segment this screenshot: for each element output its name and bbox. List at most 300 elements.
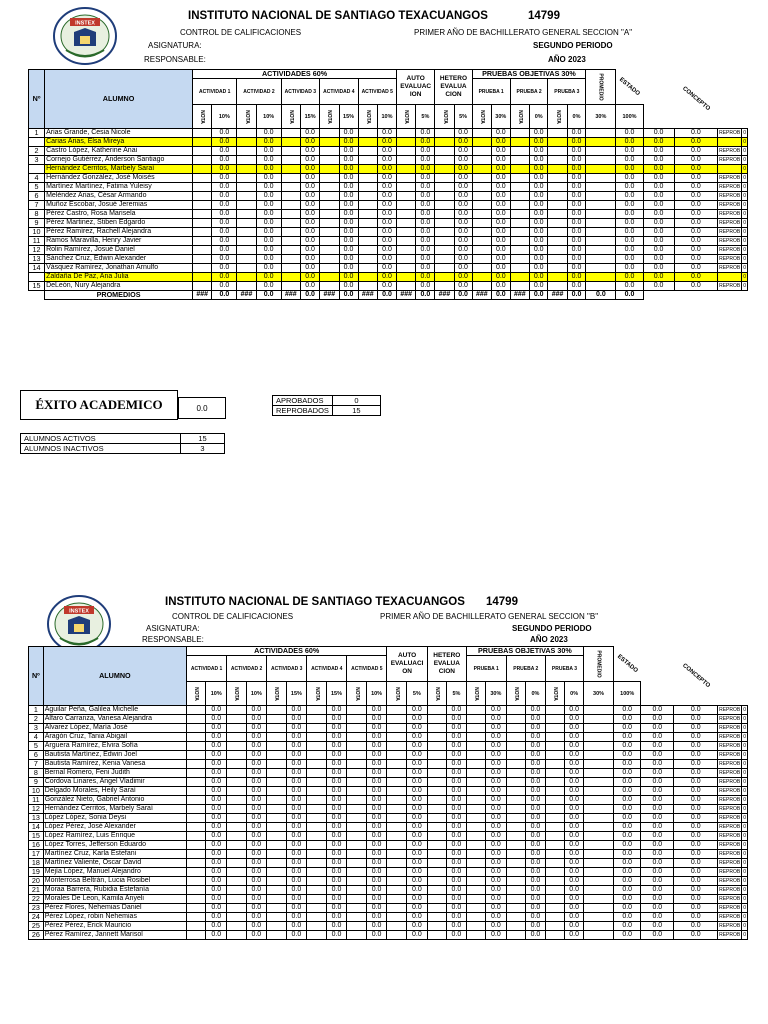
student-counts xyxy=(20,433,225,454)
grade-value: 0.0 xyxy=(416,273,435,282)
grade-value: 0.0 xyxy=(616,255,643,264)
grade-note xyxy=(586,156,616,165)
col-act2: ACTIVIDAD 2 xyxy=(227,656,267,682)
estado-value: REPROB xyxy=(719,707,741,713)
grade-note xyxy=(583,895,613,904)
grade-value: 0.0 xyxy=(301,147,320,156)
estado-value: REPROB xyxy=(719,887,741,893)
grade-value: 0.0 xyxy=(406,769,427,778)
grade-value: 0.0 xyxy=(406,850,427,859)
promedio-cell: ### xyxy=(237,291,256,300)
grade-value: 0.0 xyxy=(286,814,307,823)
grade-value: 0.0 xyxy=(525,715,545,724)
estado-value: REPROB xyxy=(719,824,741,830)
grade-value: 0.0 xyxy=(614,724,641,733)
grade-value: 0.0 xyxy=(326,724,347,733)
concepto-value: 0 xyxy=(743,211,746,217)
grade-note xyxy=(281,210,300,219)
estado-value: REPROB xyxy=(719,815,741,821)
grade-value: 0.0 xyxy=(416,138,435,147)
subject-label: ASIGNATURA: xyxy=(148,41,202,50)
grade-note xyxy=(237,201,256,210)
grade-value: 0.0 xyxy=(491,156,510,165)
student-name: Aragón Cruz, Tania Abigail xyxy=(43,733,186,742)
grade-note xyxy=(387,796,407,805)
grade-value: 0.0 xyxy=(567,219,585,228)
grade-note xyxy=(307,769,326,778)
grade-value: 0.0 xyxy=(378,255,397,264)
grade-value: 0.0 xyxy=(491,255,510,264)
table-row xyxy=(29,895,748,904)
grade-note xyxy=(267,724,286,733)
grade-note xyxy=(267,760,286,769)
row-number: 18 xyxy=(29,859,44,868)
grade-value: 0.0 xyxy=(565,787,584,796)
period-label: SEGUNDO PERIODO xyxy=(512,624,592,633)
grade-note xyxy=(281,156,300,165)
grade-value: 0.0 xyxy=(286,715,307,724)
grade-value: 0.0 xyxy=(567,246,585,255)
grade-value: 0.0 xyxy=(378,183,397,192)
grade-note xyxy=(307,706,326,715)
estado-value: REPROB xyxy=(719,175,741,181)
grade-note xyxy=(267,742,286,751)
grade-note xyxy=(307,859,326,868)
grade-value: 0.0 xyxy=(378,174,397,183)
grade-note xyxy=(427,904,446,913)
grade-note xyxy=(187,733,206,742)
inactivos-label: ALUMNOS INACTIVOS xyxy=(21,444,181,454)
grade-note xyxy=(320,138,339,147)
grade-note xyxy=(307,886,326,895)
table-row xyxy=(29,922,748,931)
promedio-value: 0.0 xyxy=(674,201,717,210)
grade-section: PRIMER AÑO DE BACHILLERATO GENERAL SECCION "A" xyxy=(414,28,633,37)
grade-note xyxy=(267,877,286,886)
estado-value xyxy=(718,165,742,174)
grade-value: 0.0 xyxy=(567,255,585,264)
weighted-value: 0.0 xyxy=(643,228,674,237)
grade-value: 0.0 xyxy=(406,715,427,724)
grade-note xyxy=(227,796,246,805)
grade-note xyxy=(187,742,206,751)
grade-note xyxy=(387,715,407,724)
promedio-cell: ### xyxy=(281,291,300,300)
concepto-value: 0 xyxy=(743,229,746,235)
grade-note xyxy=(267,769,286,778)
weighted-value: 0.0 xyxy=(643,183,674,192)
grade-note xyxy=(427,868,446,877)
grade-value: 0.0 xyxy=(406,832,427,841)
grade-value: 0.0 xyxy=(525,706,545,715)
table-row xyxy=(29,228,748,237)
grade-note xyxy=(347,877,366,886)
year-label: AÑO 2023 xyxy=(548,55,586,64)
grade-note xyxy=(506,868,525,877)
grade-value: 0.0 xyxy=(366,922,387,931)
grade-note xyxy=(281,201,300,210)
table-row xyxy=(29,841,748,850)
grade-value: 0.0 xyxy=(447,769,467,778)
grade-value: 0.0 xyxy=(454,264,472,273)
grade-note xyxy=(267,823,286,832)
grade-note xyxy=(187,877,206,886)
grade-note xyxy=(583,706,613,715)
grade-value: 0.0 xyxy=(326,814,347,823)
grade-value: 0.0 xyxy=(454,273,472,282)
weighted-value: 0.0 xyxy=(641,859,674,868)
grade-note xyxy=(193,192,212,201)
grade-value: 0.0 xyxy=(614,751,641,760)
weighted-value: 0.0 xyxy=(643,129,674,138)
grade-value: 0.0 xyxy=(614,814,641,823)
grade-note xyxy=(358,273,377,282)
concepto-value: 0 xyxy=(743,184,746,190)
grade-note xyxy=(548,165,567,174)
student-name: Cornejo Gutiérrez, Anderson Santiago xyxy=(45,156,193,165)
weighted-value: 0.0 xyxy=(641,922,674,931)
table-row xyxy=(29,174,748,183)
grade-value: 0.0 xyxy=(246,886,267,895)
grade-note xyxy=(227,805,246,814)
grade-value: 0.0 xyxy=(529,273,547,282)
grade-note xyxy=(281,129,300,138)
grade-note xyxy=(237,147,256,156)
student-name: Zaldaña De Paz, Ana Julia xyxy=(45,273,193,282)
grade-note xyxy=(472,174,491,183)
grade-note xyxy=(466,742,485,751)
grade-note xyxy=(546,877,565,886)
grade-value: 0.0 xyxy=(447,796,467,805)
grade-value: 0.0 xyxy=(326,868,347,877)
table-row xyxy=(29,219,748,228)
table-row xyxy=(29,931,748,940)
col-promedio: PROMEDIO xyxy=(586,70,616,105)
grade-value: 0.0 xyxy=(301,192,320,201)
grade-note xyxy=(546,814,565,823)
grade-note xyxy=(237,282,256,291)
grade-value: 0.0 xyxy=(416,165,435,174)
grade-value: 0.0 xyxy=(614,805,641,814)
promedio-value: 0.0 xyxy=(674,174,717,183)
weighted-value: 0.0 xyxy=(641,850,674,859)
grade-note xyxy=(237,210,256,219)
grade-value: 0.0 xyxy=(301,174,320,183)
table-row xyxy=(29,210,748,219)
table-row xyxy=(29,255,748,264)
grade-note xyxy=(187,850,206,859)
grade-value: 0.0 xyxy=(525,805,545,814)
promedio-value: 0.0 xyxy=(674,751,718,760)
concepto-value: 0 xyxy=(743,770,746,776)
row-number: 3 xyxy=(29,724,44,733)
grade-note xyxy=(586,246,616,255)
grade-value: 0.0 xyxy=(212,201,237,210)
grade-value: 0.0 xyxy=(486,850,506,859)
grade-value: 0.0 xyxy=(301,273,320,282)
promedio-value: 0.0 xyxy=(674,868,718,877)
grade-value: 0.0 xyxy=(301,255,320,264)
row-number xyxy=(29,165,45,174)
grade-value: 0.0 xyxy=(447,814,467,823)
concepto-value: 0 xyxy=(743,734,746,740)
grade-note xyxy=(506,787,525,796)
grade-value: 0.0 xyxy=(256,246,281,255)
grade-note xyxy=(506,751,525,760)
grade-note xyxy=(320,183,339,192)
grade-note xyxy=(427,796,446,805)
grade-value: 0.0 xyxy=(406,796,427,805)
weighted-value: 0.0 xyxy=(641,751,674,760)
grade-value: 0.0 xyxy=(454,192,472,201)
grade-value: 0.0 xyxy=(447,787,467,796)
grade-note xyxy=(387,913,407,922)
concepto-value: 0 xyxy=(743,878,746,884)
promedio-cell: 0.0 xyxy=(616,291,643,300)
grade-note xyxy=(427,814,446,823)
grade-note xyxy=(583,904,613,913)
grade-note xyxy=(583,715,613,724)
grade-value: 0.0 xyxy=(326,913,347,922)
promedio-value: 0.0 xyxy=(674,147,717,156)
grade-note xyxy=(347,769,366,778)
promedio-cell: 0.0 xyxy=(378,291,397,300)
grade-value: 0.0 xyxy=(447,850,467,859)
grade-value: 0.0 xyxy=(616,201,643,210)
grade-note xyxy=(583,742,613,751)
grade-note xyxy=(320,147,339,156)
grade-note xyxy=(466,733,485,742)
grade-note xyxy=(227,886,246,895)
weighted-value: 0.0 xyxy=(643,273,674,282)
col-auto: AUTO EVALUAC ION xyxy=(397,70,435,105)
grade-note xyxy=(187,859,206,868)
grade-value: 0.0 xyxy=(406,733,427,742)
grade-note xyxy=(435,183,454,192)
grade-note xyxy=(307,913,326,922)
grade-note xyxy=(193,255,212,264)
grade-note xyxy=(427,850,446,859)
weighted-value: 0.0 xyxy=(641,886,674,895)
grade-value: 0.0 xyxy=(286,877,307,886)
estado-value: REPROB xyxy=(719,202,741,208)
grade-value: 0.0 xyxy=(565,922,584,931)
grade-value: 0.0 xyxy=(616,210,643,219)
promedio-value: 0.0 xyxy=(674,814,718,823)
grade-note xyxy=(320,282,339,291)
grade-value: 0.0 xyxy=(301,237,320,246)
promedio-value: 0.0 xyxy=(674,859,718,868)
table-row xyxy=(29,913,748,922)
grade-note xyxy=(510,282,529,291)
grade-note xyxy=(472,264,491,273)
col-concepto: CONCEPTO xyxy=(674,70,717,129)
weighted-value: 0.0 xyxy=(643,201,674,210)
grade-note xyxy=(427,886,446,895)
grade-note xyxy=(548,129,567,138)
grade-value: 0.0 xyxy=(616,237,643,246)
grade-value: 0.0 xyxy=(366,742,387,751)
grade-value: 0.0 xyxy=(567,156,585,165)
grade-note xyxy=(427,841,446,850)
grade-note xyxy=(466,859,485,868)
estado-value: REPROB xyxy=(719,743,741,749)
grade-value: 0.0 xyxy=(416,282,435,291)
concepto-value: 0 xyxy=(743,896,746,902)
row-number: 26 xyxy=(29,931,44,940)
grade-note xyxy=(466,913,485,922)
grade-note xyxy=(427,859,446,868)
table-row xyxy=(29,715,748,724)
grade-value: 0.0 xyxy=(614,922,641,931)
grade-value: 0.0 xyxy=(206,805,227,814)
grade-note xyxy=(347,724,366,733)
grade-note xyxy=(466,877,485,886)
grade-note xyxy=(466,706,485,715)
grade-value: 0.0 xyxy=(491,192,510,201)
grade-value: 0.0 xyxy=(529,228,547,237)
grade-value: 0.0 xyxy=(447,706,467,715)
concepto-value: 0 xyxy=(743,887,746,893)
grade-note xyxy=(466,814,485,823)
row-number: 10 xyxy=(29,228,45,237)
grade-note xyxy=(193,129,212,138)
estado-value: REPROB xyxy=(719,716,741,722)
estado-value xyxy=(718,138,742,147)
col-p3: PRUEBA 3 xyxy=(546,656,584,682)
row-number: 23 xyxy=(29,904,44,913)
grade-note xyxy=(237,219,256,228)
grade-note xyxy=(435,129,454,138)
grade-value: 0.0 xyxy=(366,769,387,778)
concepto-value: 0 xyxy=(743,265,746,271)
grade-value: 0.0 xyxy=(565,742,584,751)
grade-note xyxy=(510,156,529,165)
grade-value: 0.0 xyxy=(525,742,545,751)
grade-value: 0.0 xyxy=(486,706,506,715)
grade-value: 0.0 xyxy=(486,904,506,913)
grade-note xyxy=(546,850,565,859)
grade-value: 0.0 xyxy=(565,931,584,940)
student-name: Bautista Ramírez, Kenia Vanesa xyxy=(43,760,186,769)
grade-note xyxy=(548,192,567,201)
table-row xyxy=(29,877,748,886)
grade-note xyxy=(227,850,246,859)
promedio-cell: 0.0 xyxy=(567,291,585,300)
grade-value: 0.0 xyxy=(206,859,227,868)
weight-row: NOTA 10% NOTA 10% NOTA 15% NOTA 15% NOTA 10% NOTA 5% NOTA 5% NOTA 30% NOTA 0% NOTA 0% 30% 100% xyxy=(29,105,748,129)
grade-note xyxy=(227,895,246,904)
table-row xyxy=(29,724,748,733)
grade-value: 0.0 xyxy=(366,760,387,769)
estado-value: REPROB xyxy=(719,779,741,785)
grade-note xyxy=(227,814,246,823)
grade-note xyxy=(320,237,339,246)
table-row xyxy=(29,264,748,273)
grade-value: 0.0 xyxy=(525,913,545,922)
grade-value: 0.0 xyxy=(212,183,237,192)
grade-note xyxy=(586,219,616,228)
grade-value: 0.0 xyxy=(416,174,435,183)
weighted-value: 0.0 xyxy=(641,823,674,832)
grade-value: 0.0 xyxy=(454,237,472,246)
promedio-value: 0.0 xyxy=(674,273,717,282)
estado-value: REPROB xyxy=(719,283,741,289)
weighted-value: 0.0 xyxy=(641,841,674,850)
concepto-value: 0 xyxy=(743,860,746,866)
promedio-value: 0.0 xyxy=(674,228,717,237)
grade-value: 0.0 xyxy=(339,201,358,210)
promedios-row xyxy=(29,291,748,300)
concepto-value: 0 xyxy=(743,707,746,713)
concepto-value: 0 xyxy=(743,743,746,749)
grade-value: 0.0 xyxy=(256,264,281,273)
grade-value: 0.0 xyxy=(454,282,472,291)
student-name: Pérez López, robin Nehemias xyxy=(43,913,186,922)
grade-note xyxy=(472,228,491,237)
grade-note xyxy=(387,814,407,823)
grade-value: 0.0 xyxy=(616,228,643,237)
grade-value: 0.0 xyxy=(565,895,584,904)
grade-value: 0.0 xyxy=(616,129,643,138)
grade-note xyxy=(237,129,256,138)
grade-value: 0.0 xyxy=(529,237,547,246)
grade-note xyxy=(472,282,491,291)
table-row xyxy=(29,814,748,823)
grade-note xyxy=(187,841,206,850)
grade-value: 0.0 xyxy=(246,796,267,805)
grade-note xyxy=(387,832,407,841)
grade-note xyxy=(347,832,366,841)
grade-value: 0.0 xyxy=(447,805,467,814)
grade-value: 0.0 xyxy=(529,264,547,273)
grade-note xyxy=(347,823,366,832)
row-number: 11 xyxy=(29,796,44,805)
grade-value: 0.0 xyxy=(301,246,320,255)
grade-value: 0.0 xyxy=(212,282,237,291)
grade-value: 0.0 xyxy=(286,724,307,733)
grade-note xyxy=(227,877,246,886)
table-row xyxy=(29,904,748,913)
grade-value: 0.0 xyxy=(206,895,227,904)
grade-value: 0.0 xyxy=(565,904,584,913)
grade-value: 0.0 xyxy=(326,787,347,796)
grade-value: 0.0 xyxy=(206,877,227,886)
table-row xyxy=(29,796,748,805)
concepto-value: 0 xyxy=(743,202,746,208)
grade-note xyxy=(548,201,567,210)
grade-note xyxy=(267,715,286,724)
promedio-value: 0.0 xyxy=(674,769,718,778)
concepto-value: 0 xyxy=(743,914,746,920)
grade-value: 0.0 xyxy=(206,931,227,940)
grade-note xyxy=(397,192,416,201)
promedio-value: 0.0 xyxy=(674,165,717,174)
grade-value: 0.0 xyxy=(525,841,545,850)
table-row xyxy=(29,183,748,192)
grade-note xyxy=(586,192,616,201)
col-promedio: PROMEDIO xyxy=(583,647,613,682)
grade-note xyxy=(583,922,613,931)
grade-value: 0.0 xyxy=(447,913,467,922)
grade-value: 0.0 xyxy=(529,192,547,201)
weighted-value: 0.0 xyxy=(641,931,674,940)
grade-note xyxy=(586,264,616,273)
table-row xyxy=(29,165,748,174)
grade-note xyxy=(227,706,246,715)
grade-value: 0.0 xyxy=(246,823,267,832)
promedio-value: 0.0 xyxy=(674,850,718,859)
